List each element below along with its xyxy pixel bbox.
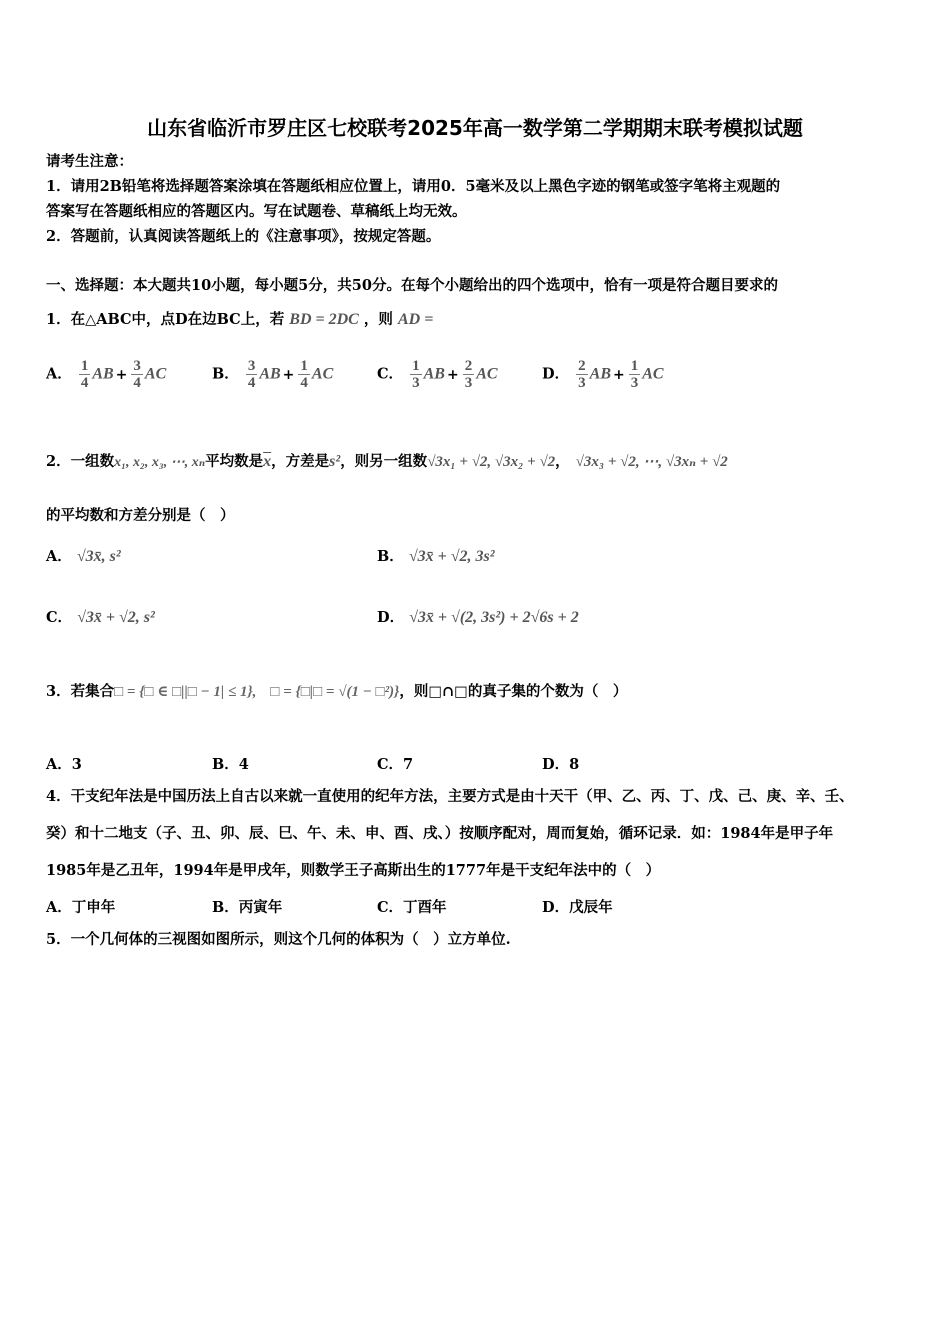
option-label: A． [46,899,72,916]
q3-set-b: □ = {□|□ = √(1 − □²)} [270,684,400,700]
option-value: 丁酉年 [403,899,447,916]
q2-comma: ， [555,453,570,470]
q2-text-3: ，则另一组数 [340,453,428,470]
vector-ac: AC [642,365,664,383]
option-value: 丙寅年 [238,899,283,916]
option-value: 戊辰年 [569,899,613,916]
question-4-line-3: 1985年是乙丑年，1994年是甲戌年，则数学王子高斯出生的1777年是干支纪年法中的（ ） [46,862,661,879]
option-label: A． [46,756,72,773]
option-label: B． [212,899,239,916]
q2-option-a[interactable] [46,545,121,566]
question-2-line-2: 的平均数和方差分别是（ ） [46,507,235,524]
q1-mid: ，则 [363,311,393,328]
option-expression: √3x̄ + √(2, 3s²) + 2√6s + 2 [409,609,579,626]
q1-option-c[interactable]: C． $\frac{1}{3}$ AB + $\frac{2}{3}$ AC [377,358,498,391]
q1-option-b[interactable]: B． $\frac{3}{4}$ AB + $\frac{1}{4}$ AC [212,358,334,391]
option-label: B． [212,365,239,383]
page-title: 山东省临沂市罗庄区七校联考2025年高一数学第二学期期末联考模拟试题 [147,116,803,140]
option-label: A． [46,548,72,565]
q2-seq-1: √3x₁ + √2, √3x₂ + √2 [427,454,556,470]
vector-ab: AB [92,365,114,383]
notice-heading: 请考生注意： [46,153,133,170]
question-4-line-1: 4．干支纪年法是中国历法上自古以来就一直使用的纪年方法，主要方式是由十天干（甲、乙、丙、丁、戊、己、庚、辛、壬、 [46,788,854,805]
question-1 [46,310,433,330]
option-value: 7 [403,756,414,773]
notice-item-1: 1．请用2B铅笔将选择题答案涂填在答题纸相应位置上，请用0．5毫米及以上黑色字迹的钢笔或签字笔将主观题的 [46,178,781,195]
q2-variance: s² [329,453,341,470]
fraction: $\frac{1}{4}$ [300,358,308,391]
option-label: D． [542,899,570,916]
vector-ab: AB [259,365,281,383]
q3-option-d[interactable] [542,753,579,774]
question-5: 5．一个几何体的三视图如图所示，则这个几何的体积为（ ）立方单位. [46,931,511,948]
fraction: $\frac{1}{3}$ [412,358,420,391]
q1-prefix: 1．在△ABC中，点D在边BC上，若 [46,311,285,328]
q2-option-d[interactable] [377,606,579,627]
fraction: $\frac{3}{4}$ [247,358,256,391]
q3-option-a[interactable] [46,753,82,774]
question-4-line-2: 癸）和十二地支（子、丑、卯、辰、巳、午、未、申、酉、戌、）按顺序配对，周而复始，循环记录．如：1984年是甲子年 [46,825,834,842]
q2-seq-2: √3x₃ + √2, ⋯, √3xₙ + √2 [575,454,728,470]
option-label: C． [46,609,73,626]
q2-option-c[interactable] [46,606,155,627]
q3-set-a: □ = {□ ∈ □||□ − 1| ≤ 1}, [114,684,257,700]
question-3 [46,682,627,702]
option-label: C． [377,756,404,773]
q1-option-d[interactable]: D． $\frac{2}{3}$ AB + $\frac{1}{3}$ AC [542,358,664,391]
option-value: 4 [238,756,249,773]
notice-item-1-cont: 答案写在答题纸相应的答题区内。写在试题卷、草稿纸上均无效。 [46,203,467,220]
option-label: D． [542,365,570,383]
q4-option-a[interactable] [46,896,115,917]
q4-option-d[interactable] [542,896,613,917]
option-expression: √3x̄ + √2, s² [77,609,155,626]
vector-ac: AC [144,365,167,383]
q2-text-2: ，方差是 [271,453,330,470]
notice-item-2: 2．答题前，认真阅读答题纸上的《注意事项》，按规定答题。 [46,228,441,245]
q2-text-1: 平均数是 [205,453,264,470]
q3-prefix: 3．若集合 [46,683,115,700]
vector-ab: AB [589,365,611,383]
q2-variables: x₁, x₂, x₃, ⋯, xₙ [114,455,206,470]
option-label: C． [377,899,404,916]
q2-prefix: 2．一组数 [46,453,115,470]
q1-condition: BD = 2DC [289,311,359,328]
option-label: D． [542,756,570,773]
question-2 [46,452,728,473]
q2-option-b[interactable] [377,545,495,566]
option-value: 丁申年 [71,899,116,916]
option-label: D． [377,609,405,626]
vector-ab: AB [423,365,445,383]
fraction: $\frac{1}{4}$ [80,358,89,391]
q2-mean: $\overline{x}$ [263,453,272,470]
q4-option-c[interactable] [377,896,447,917]
option-label: C． [377,365,404,383]
q1-ask: AD = [397,311,434,328]
vector-ac: AC [311,365,334,383]
vector-ac: AC [476,365,498,383]
q4-option-b[interactable] [212,896,282,917]
option-value: 3 [71,756,82,773]
section-heading: 一、选择题：本大题共10小题，每小题5分，共50分。在每个小题给出的四个选项中，恰有一项是符合题目要求的 [46,277,778,294]
fraction: $\frac{3}{4}$ [133,358,141,391]
q3-option-b[interactable] [212,753,249,774]
option-expression: √3x̄ + √2, 3s² [408,548,495,565]
option-label: B． [212,756,239,773]
q3-option-c[interactable] [377,753,413,774]
fraction: $\frac{2}{3}$ [464,358,473,391]
q3-suffix: ，则□∩□的真子集的个数为（ ） [399,683,628,700]
option-value: 8 [569,756,580,773]
option-expression: √3x̄, s² [76,548,121,565]
q1-option-a[interactable]: A． $\frac{1}{4}$ AB + $\frac{3}{4}$ AC [46,358,167,391]
option-label: B． [377,548,404,565]
option-label: A． [46,365,72,383]
fraction: $\frac{1}{3}$ [630,358,639,391]
fraction: $\frac{2}{3}$ [578,358,586,391]
